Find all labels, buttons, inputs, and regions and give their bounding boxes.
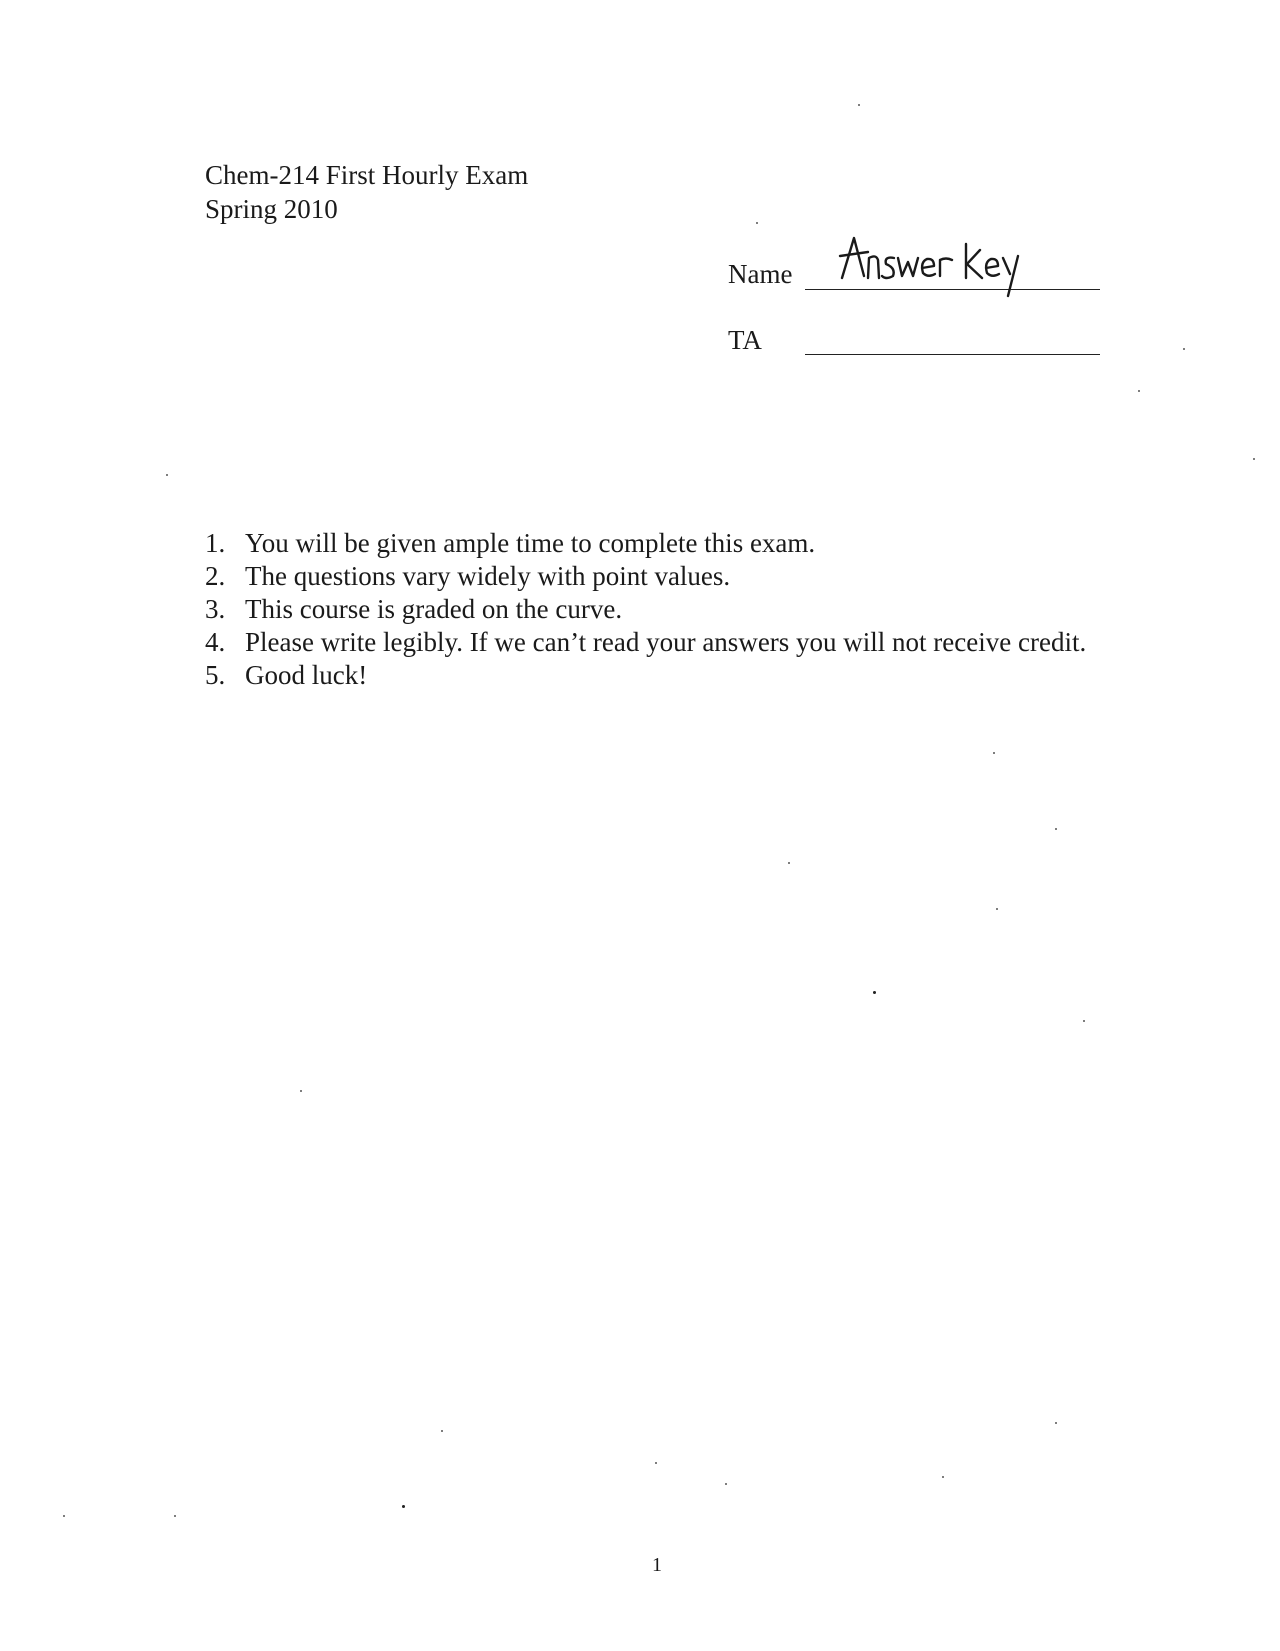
scan-speck	[402, 1505, 405, 1508]
list-item	[205, 560, 1105, 593]
list-item	[205, 527, 1105, 560]
ta-label: TA	[728, 325, 762, 355]
scan-speck	[655, 1462, 657, 1464]
page-number: 1	[652, 1554, 662, 1576]
scan-speck	[300, 1090, 302, 1092]
scan-speck	[1253, 458, 1255, 460]
name-label: Name	[728, 259, 793, 289]
item-text: You will be given ample time to complete this exam.	[245, 528, 816, 558]
name-signature	[838, 228, 1028, 298]
scan-speck	[441, 1430, 443, 1432]
scan-speck	[996, 908, 998, 910]
item-number: 5.	[205, 660, 226, 690]
scan-speck	[1083, 1020, 1085, 1022]
item-text: The questions vary widely with point values.	[245, 561, 731, 591]
exam-term: Spring 2010	[205, 194, 338, 224]
scan-speck	[1055, 828, 1057, 830]
scan-speck	[1055, 1422, 1057, 1424]
instructions-list	[205, 527, 1105, 692]
item-text: This course is graded on the curve.	[245, 594, 623, 624]
scan-speck	[174, 1515, 176, 1517]
list-item	[205, 626, 1125, 659]
scan-speck	[788, 862, 790, 864]
scan-speck	[1138, 390, 1140, 392]
scan-speck	[942, 1476, 944, 1478]
course-title: Chem-214 First Hourly Exam	[205, 160, 529, 190]
item-text: Good luck!	[245, 660, 368, 690]
ta-field-line[interactable]	[805, 354, 1100, 355]
scan-speck	[993, 752, 995, 754]
scan-speck	[1183, 348, 1185, 350]
scan-speck	[756, 222, 758, 224]
scan-speck	[166, 474, 168, 476]
list-item	[205, 593, 1105, 626]
item-number: 4.	[205, 627, 226, 657]
item-number: 1.	[205, 528, 226, 558]
item-text: Please write legibly. If we can’t read your answers you will not receive credit.	[245, 627, 1087, 657]
item-number: 2.	[205, 561, 226, 591]
item-number: 3.	[205, 594, 226, 624]
scan-speck	[858, 104, 860, 106]
scan-speck	[63, 1515, 65, 1517]
scan-speck	[725, 1483, 727, 1485]
scan-speck	[873, 991, 876, 994]
list-item	[205, 659, 1105, 692]
